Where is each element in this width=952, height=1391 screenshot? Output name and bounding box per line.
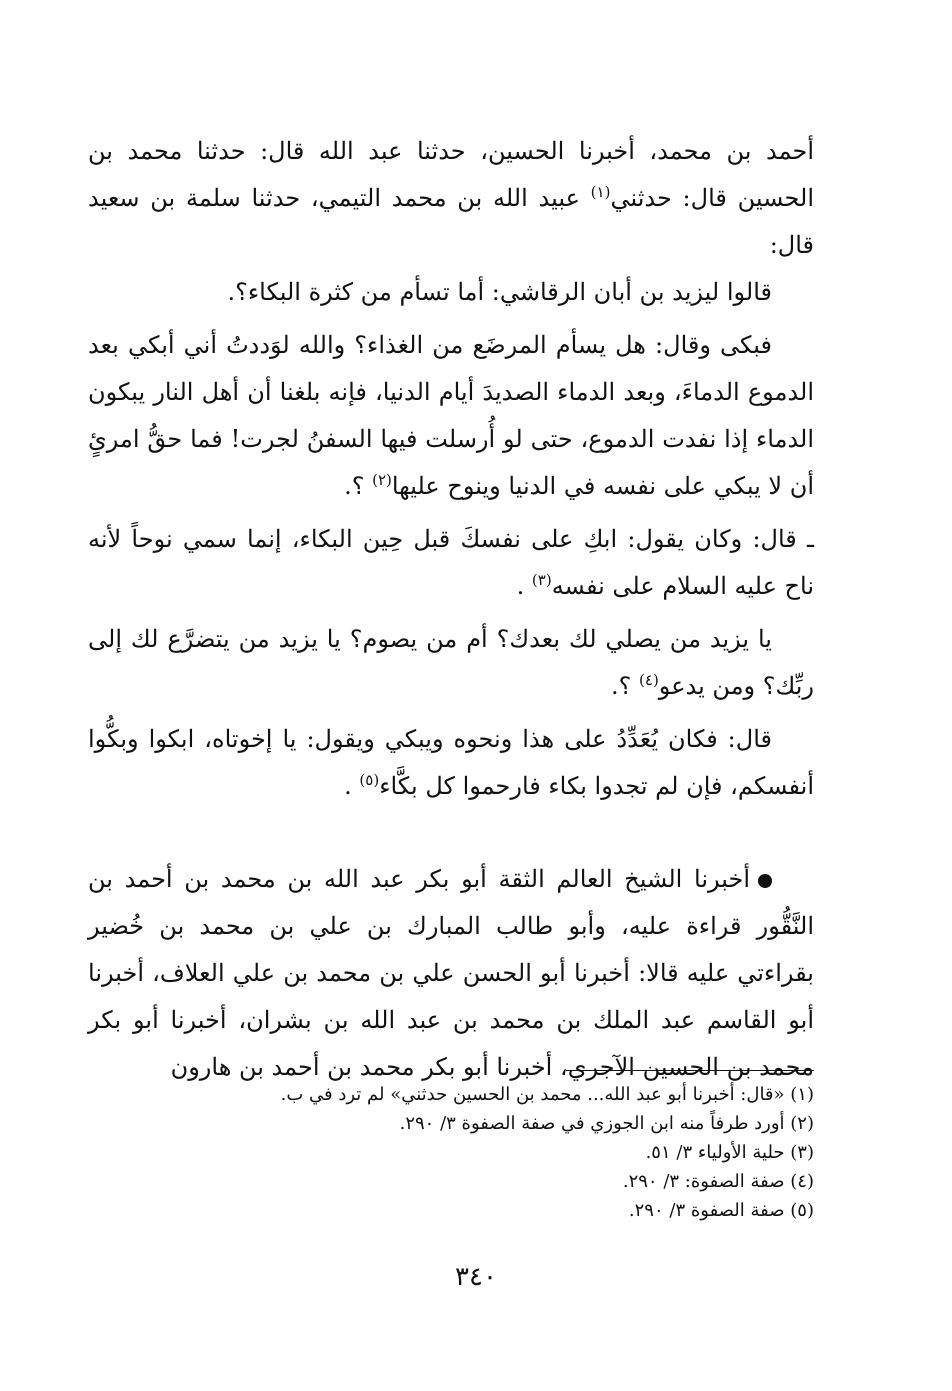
- footnote-2: (٢) أورد طرفاً منه ابن الجوزي في صفة الصفوة ٣/ ٢٩٠.: [399, 1113, 814, 1134]
- paragraph-weeping: [88, 716, 814, 810]
- footnote-ref-2: (٢): [372, 471, 392, 489]
- paragraph-text: قال: فكان يُعَدِّدُ على هذا ونحوه ويبكي ويقول: يا إخوتاه، ابكوا وبكُّوا أنفسكم، فإن لم تجدوا بكاء فارحموا كل بكَّاء: [88, 725, 814, 800]
- paragraph-answer: [88, 322, 814, 510]
- footnote-divider: [566, 1070, 814, 1071]
- footnote-4: (٤) صفة الصفوة: ٣/ ٢٩٠.: [622, 1171, 814, 1192]
- bullet-icon: [758, 874, 772, 888]
- paragraph-text-cont: .: [344, 772, 360, 800]
- footnotes: [180, 1080, 814, 1225]
- paragraph-new-isnad: [88, 856, 814, 1091]
- footnote-ref-3: (٣): [531, 571, 552, 589]
- main-text: [88, 128, 814, 1091]
- footnote-ref-1: (١): [590, 183, 611, 201]
- paragraph-text: يا يزيد من يصلي لك بعدك؟ أم من يصوم؟ يا يزيد من يتضرَّع لك إلى ربِّك؟ ومن يدعو: [88, 625, 814, 700]
- paragraph-nuh: [88, 516, 814, 610]
- paragraph-isnad: [88, 128, 814, 269]
- paragraph-text: أخبرنا الشيخ العالم الثقة أبو بكر عبد الله بن محمد بن أحمد بن النَّقُّور قراءة عليه، وأبو طالب المبارك بن علي بن محمد بن خُضير بقراءتي عليه قالا: أخبرنا أبو الحسن علي بن محمد بن علي العلاف، أخبرنا أبو القاسم عبد الملك بن محمد بن عبد الله بن بشران، أخبرنا أبو بكر محمد بن الحسين الآجري، أخبرنا أبو بكر محمد بن أحمد بن هارون: [88, 865, 814, 1081]
- paragraph-question: [88, 269, 814, 316]
- page-number: ٣٤٠: [455, 1262, 497, 1292]
- paragraph-text: ـ قال: وكان يقول: ابكِ على نفسكَ قبل حِين البكاء، إنما سمي نوحاً لأنه ناح عليه السلام على نفسه: [88, 525, 814, 600]
- footnote-3: (٣) حلية الأولياء ٣/ ٥١.: [645, 1142, 814, 1163]
- paragraph-text-cont: ؟.: [344, 472, 373, 500]
- paragraph-text: فبكى وقال: هل يسأم المرضَع من الغذاء؟ والله لوَددتُ أني أبكي بعد الدموع الدماءَ، وبعد الدماء الصديدَ أيام الدنيا، فإنه بلغنا أن أهل النار يبكون الدماء إذا نفدت الدموع، حتى لو أُرسلت فيها السفنُ لجرت! فما حقُّ امرئٍ أن لا يبكي على نفسه في الدنيا وينوح عليها: [88, 331, 814, 500]
- paragraph-text: أحمد بن محمد، أخبرنا الحسين، حدثنا عبد الله قال: حدثنا محمد بن الحسين قال: حدثني: [88, 137, 814, 212]
- paragraph-text-cont: عبيد الله بن محمد التيمي، حدثنا سلمة بن سعيد قال:: [88, 184, 814, 259]
- paragraph-text-cont: .: [516, 572, 532, 600]
- footnote-ref-5: (٥): [359, 771, 380, 789]
- footnote-ref-4: (٤): [639, 671, 659, 689]
- paragraph-yazid: [88, 616, 814, 710]
- footnote-5: (٥) صفة الصفوة ٣/ ٢٩٠.: [628, 1200, 814, 1221]
- paragraph-text: قالوا ليزيد بن أبان الرقاشي: أما تسأم من كثرة البكاء؟.: [227, 278, 772, 306]
- footnote-1: (١) «قال: أخبرنا أبو عبد الله... محمد بن الحسين حدثني» لم ترد في ب.: [280, 1084, 814, 1105]
- paragraph-text-cont: ؟.: [611, 672, 640, 700]
